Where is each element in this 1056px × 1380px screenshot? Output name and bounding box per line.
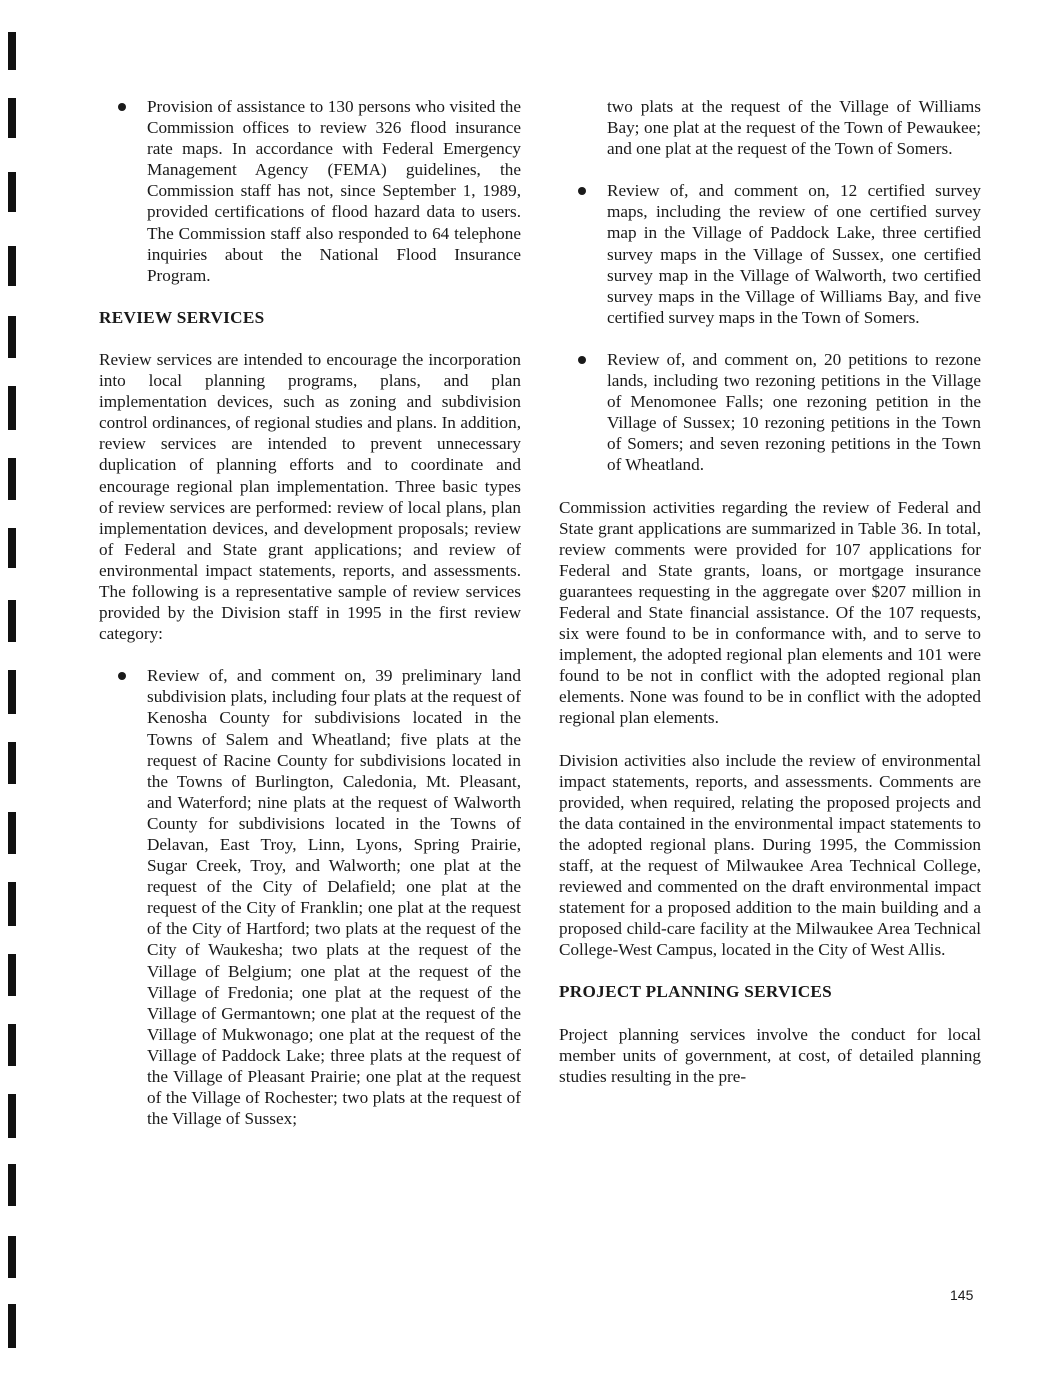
scan-mark: [8, 1024, 16, 1066]
bullet-item-rezoning: [559, 349, 981, 476]
scan-registration-marks: [0, 0, 40, 1380]
scan-mark: [8, 172, 16, 212]
scan-mark: [8, 1304, 16, 1348]
heading-review-services: REVIEW SERVICES: [99, 307, 265, 327]
bullet-icon: [118, 103, 126, 111]
left-column: [99, 96, 521, 1150]
bullet-text: Review of, and comment on, 39 preliminary land subdivision plats, including four plats at the request of Kenosha County for subdivisions located in the Towns of Salem and Wheatland; five plats at the request of Racine County for subdivisions located in the Towns of Burlington, Caledonia, Mt. Pleasant, and Waterford; nine plats at the request of Walworth County for subdivisions located in the Towns of Delavan, East Troy, Linn, Lyons, Spring Prairie, Sugar Creek, Troy, and Walworth; one plat at the request of the City of Delafield; one plat at the request of the City of Franklin; one plat at the request of the City of Hartford; two plats at the request of the City of Waukesha; two plats at the request of the Village of Belgium; one plat at the request of the Village of Fredonia; one plat at the request of the Village of Germantown; one plat at the request of the Village of Mukwonago; one plat at the request of the Village of Paddock Lake; three plats at the request of the Village of Pleasant Prairie; one plat at the request of the Village of Rochester; two plats at the request of the Village of Sussex;: [147, 666, 521, 1129]
bullet-item-fema: [99, 96, 521, 286]
bullet-text: two plats at the request of the Village of Williams Bay; one plat at the request of the Town of Pewaukee; and one plat at the request of the Town of Somers.: [607, 97, 981, 159]
paragraph-project-planning: Project planning services involve the conduct for local member units of government, at cost, of detailed planning studies resulting in the pre-: [559, 1024, 981, 1086]
scan-mark: [8, 386, 16, 430]
scan-mark: [8, 600, 16, 642]
bullet-item-plats: [99, 665, 521, 1129]
bullet-text: Review of, and comment on, 20 petitions to rezone lands, including two rezoning petitions in the Village of Menomonee Falls; one rezoning petition in the Village of Sussex; 10 rezoning petitions in the Town of Somers; and seven rezoning petitions in the Town of Wheatland.: [607, 349, 981, 475]
paragraph-grant-reviews: Commission activities regarding the review of Federal and State grant applications are summarized in Table 36. In total, review comments were provided for 107 applications for Federal and State grants, loans, or mortgage insurance guarantees requesting in the aggregate over $207 million in Federal and State financial assistance. Of the 107 requests, six were found to be in conformance with, and to serve to implement, the adopted regional plan elements and 101 were found to be not in conflict with the adopted regional plan elements. None was found to be in conflict with the adopted regional plan elements.: [559, 497, 981, 728]
scan-mark: [8, 246, 16, 286]
bullet-continuation: [559, 96, 981, 159]
bullet-text: Review of, and comment on, 12 certified survey maps, including the review of one certified survey map in the Village of Paddock Lake, three certified survey maps in the Village of Sussex, one certified survey map in the Village of Walworth, two certified survey maps in the Village of Williams Bay, and five certified survey maps in the Town of Somers.: [607, 181, 981, 327]
scan-mark: [8, 32, 16, 70]
paragraph-review-services: Review services are intended to encourage the incorporation into local planning programs, plans, and plan implementation devices, such as zoning and subdivision control ordinances, of regional studies and plans. In addition, review services are intended to prevent unnecessary duplication of planning efforts and to coordinate and encourage regional plan implementation. Three basic types of review services are performed: review of local plans, plan implementation devices, and development proposals; review of Federal and State grant applications; and review of environmental impact statements, reports, and assessments. The following is a representative sample of review services provided by the Division staff in 1995 in the first review category:: [99, 349, 521, 644]
scan-mark: [8, 882, 16, 926]
scan-mark: [8, 954, 16, 996]
scan-mark: [8, 1236, 16, 1278]
scan-mark: [8, 1164, 16, 1206]
bullet-icon: [578, 187, 586, 195]
bullet-icon: [118, 672, 126, 680]
page-number: 145: [950, 1287, 974, 1303]
scan-mark: [8, 742, 16, 784]
right-column: [559, 96, 981, 1108]
bullet-item-survey-maps: [559, 180, 981, 328]
scan-mark: [8, 316, 16, 358]
bullet-text: Provision of assistance to 130 persons who visited the Commission offices to review 326 flood insurance rate maps. In accordance with Federal Emergency Management Agency (FEMA) guidelines, the Commission staff has not, since September 1, 1989, provided certifications of flood hazard data to users. The Commission staff also responded to 64 telephone inquiries about the National Flood Insurance Program.: [147, 97, 521, 285]
scan-mark: [8, 1094, 16, 1138]
bullet-icon: [578, 356, 586, 364]
scan-mark: [8, 670, 16, 714]
scan-mark: [8, 98, 16, 138]
heading-project-planning-services: PROJECT PLANNING SERVICES: [559, 982, 833, 1002]
paragraph-environmental-reviews: Division activities also include the review of environmental impact statements, reports, and assessments. Comments are provided, when required, relating the proposed projects and the data contained in the environmental impact statements to the adopted regional plans. During 1995, the Commission staff, at the request of Milwaukee Area Technical College, reviewed and commented on the draft environmental impact statement for a proposed addition to the main building and a proposed child-care facility at the Milwaukee Area Technical College-West Campus, located in the City of West Allis.: [559, 750, 981, 960]
scan-mark: [8, 812, 16, 854]
scan-mark: [8, 528, 16, 568]
scan-mark: [8, 458, 16, 500]
